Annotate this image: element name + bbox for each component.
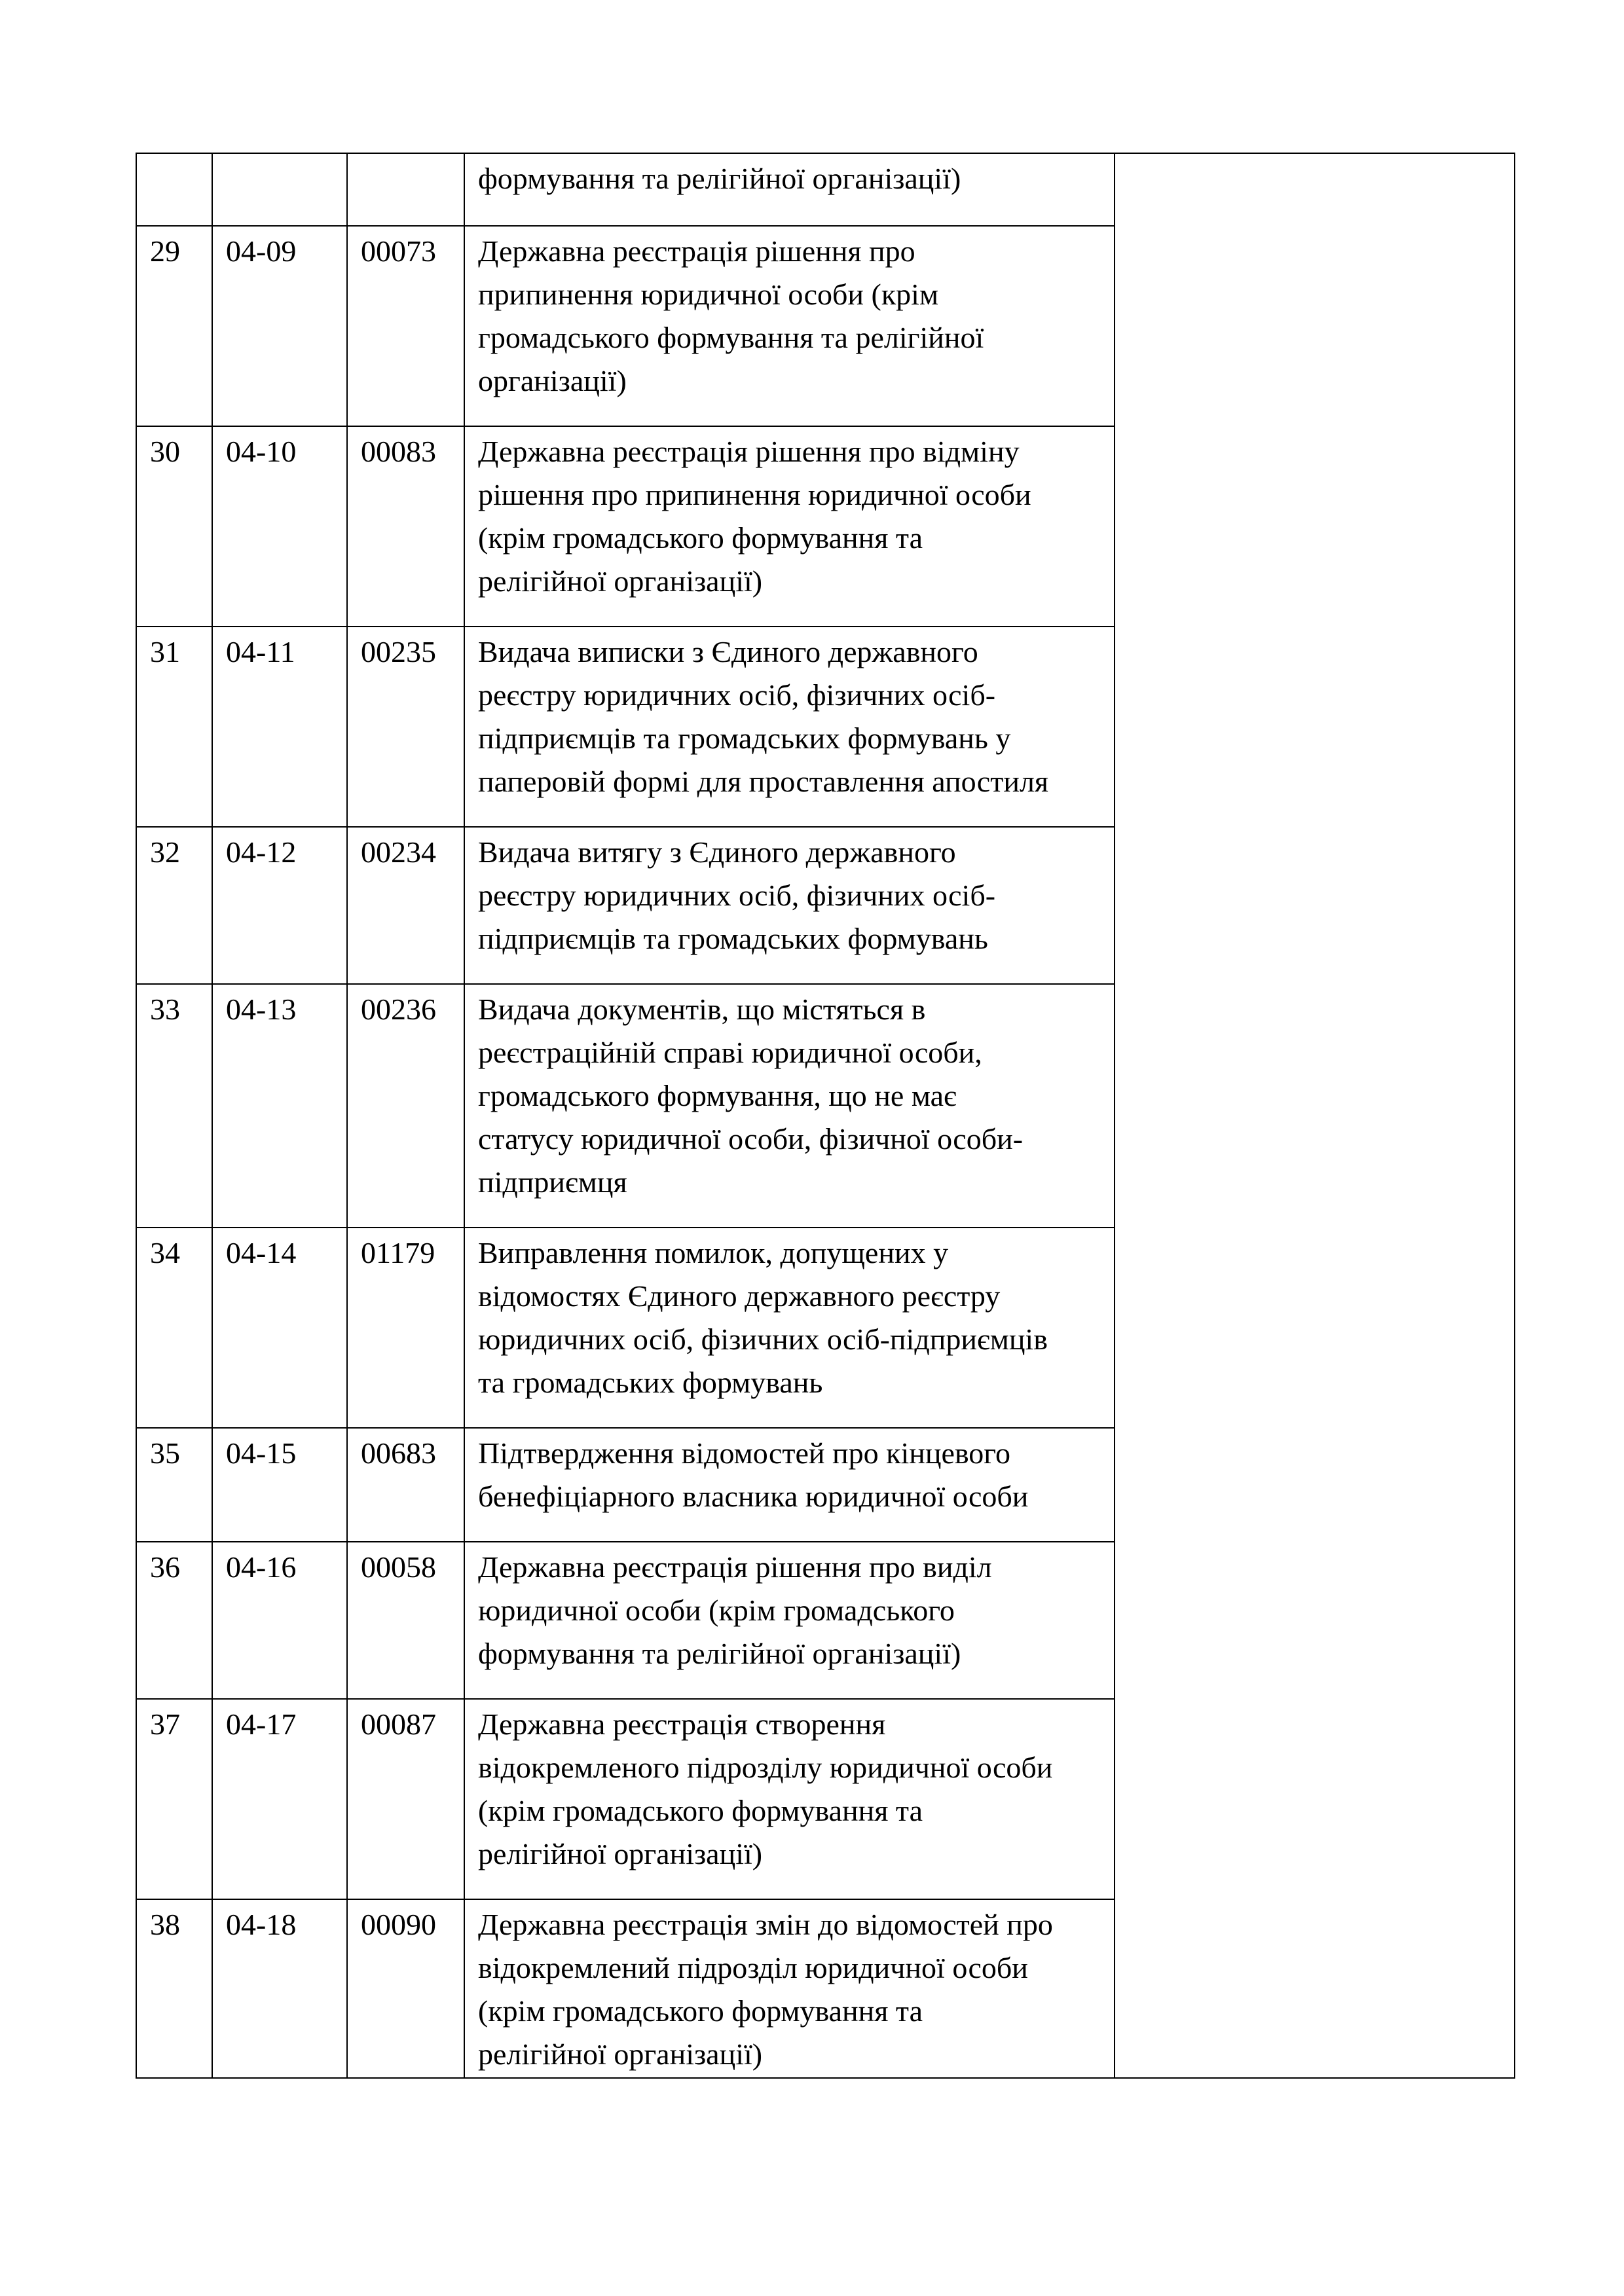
row-number: 33	[136, 984, 212, 1228]
description-line: підприємців та громадських формувань у	[478, 721, 1011, 755]
row-number: 29	[136, 226, 212, 426]
service-code: 04-17	[212, 1699, 347, 1899]
service-id: 00236	[347, 984, 464, 1228]
description-line: реєстраційній справі юридичної особи,	[478, 1036, 982, 1069]
description-line: Державна реєстрація змін до відомостей про	[478, 1908, 1053, 1941]
service-code: 04-14	[212, 1228, 347, 1428]
description-line: рішення про припинення юридичної особи	[478, 478, 1031, 511]
description-line: Видача документів, що містяться в	[478, 993, 926, 1026]
service-code: 04-13	[212, 984, 347, 1228]
service-code: 04-12	[212, 827, 347, 984]
service-description	[464, 827, 1115, 984]
service-id: 00087	[347, 1699, 464, 1899]
row-number: 35	[136, 1428, 212, 1542]
service-description	[464, 1542, 1115, 1699]
service-description	[464, 226, 1115, 426]
row-number: 37	[136, 1699, 212, 1899]
service-id: 00090	[347, 1899, 464, 2078]
description-line: громадського формування, що не має	[478, 1079, 957, 1112]
row-number: 38	[136, 1899, 212, 2078]
description-line: громадського формування та релігійної	[478, 321, 984, 354]
service-code	[212, 153, 347, 226]
description-line: Видача виписки з Єдиного державного	[478, 635, 978, 668]
description-line: реєстру юридичних осіб, фізичних осіб-	[478, 879, 996, 912]
description-line: Державна реєстрація рішення про відміну	[478, 435, 1020, 468]
service-id: 00083	[347, 426, 464, 627]
description-line: (крім громадського формування та	[478, 1994, 923, 2028]
description-line: Підтвердження відомостей про кінцевого	[478, 1436, 1011, 1470]
services-table-body	[136, 153, 1515, 2078]
description-line: підприємців та громадських формувань	[478, 922, 988, 955]
service-id	[347, 153, 464, 226]
description-line: Видача витягу з Єдиного державного	[478, 835, 956, 869]
notes-column	[1115, 153, 1515, 2078]
service-description	[464, 153, 1115, 226]
service-code: 04-18	[212, 1899, 347, 2078]
service-description	[464, 1899, 1115, 2078]
description-line: припинення юридичної особи (крім	[478, 278, 939, 311]
description-line: релігійної організації)	[478, 564, 763, 598]
description-line: статусу юридичної особи, фізичної особи-	[478, 1122, 1024, 1156]
service-id: 00683	[347, 1428, 464, 1542]
row-number: 30	[136, 426, 212, 627]
description-line: відомостях Єдиного державного реєстру	[478, 1279, 1001, 1313]
description-line: відокремлений підрозділ юридичної особи	[478, 1951, 1028, 1984]
service-code: 04-09	[212, 226, 347, 426]
description-line: реєстру юридичних осіб, фізичних осіб-	[478, 678, 996, 712]
description-line: паперовій формі для проставлення апостиля	[478, 765, 1049, 798]
description-line: підприємця	[478, 1165, 627, 1199]
description-line: формування та релігійної організації)	[478, 162, 961, 195]
service-id: 00073	[347, 226, 464, 426]
description-line: Державна реєстрація рішення про виділ	[478, 1550, 992, 1584]
row-number: 32	[136, 827, 212, 984]
description-line: Державна реєстрація рішення про	[478, 234, 915, 268]
description-line: та громадських формувань	[478, 1366, 823, 1399]
description-line: організації)	[478, 364, 627, 397]
service-description	[464, 984, 1115, 1228]
description-line: юридичної особи (крім громадського	[478, 1594, 955, 1627]
description-line: (крім громадського формування та	[478, 1794, 923, 1827]
row-number	[136, 153, 212, 226]
service-code: 04-11	[212, 627, 347, 827]
description-line: юридичних осіб, фізичних осіб-підприємців	[478, 1322, 1048, 1356]
service-description	[464, 1699, 1115, 1899]
row-number: 31	[136, 627, 212, 827]
service-code: 04-10	[212, 426, 347, 627]
service-id: 01179	[347, 1228, 464, 1428]
description-line: релігійної організації)	[478, 2037, 763, 2071]
description-line: (крім громадського формування та	[478, 521, 923, 555]
table-row	[136, 153, 1515, 226]
services-table	[136, 153, 1515, 2079]
service-code: 04-16	[212, 1542, 347, 1699]
service-code: 04-15	[212, 1428, 347, 1542]
row-number: 36	[136, 1542, 212, 1699]
service-description	[464, 426, 1115, 627]
description-line: релігійної організації)	[478, 1837, 763, 1870]
description-line: Виправлення помилок, допущених у	[478, 1236, 949, 1269]
row-number: 34	[136, 1228, 212, 1428]
service-id: 00058	[347, 1542, 464, 1699]
service-id: 00234	[347, 827, 464, 984]
description-line: відокремленого підрозділу юридичної особи	[478, 1751, 1053, 1784]
service-description	[464, 1428, 1115, 1542]
description-line: Державна реєстрація створення	[478, 1707, 886, 1741]
description-line: бенефіціарного власника юридичної особи	[478, 1480, 1029, 1513]
description-line: формування та релігійної організації)	[478, 1637, 961, 1670]
service-description	[464, 627, 1115, 827]
service-description	[464, 1228, 1115, 1428]
service-id: 00235	[347, 627, 464, 827]
